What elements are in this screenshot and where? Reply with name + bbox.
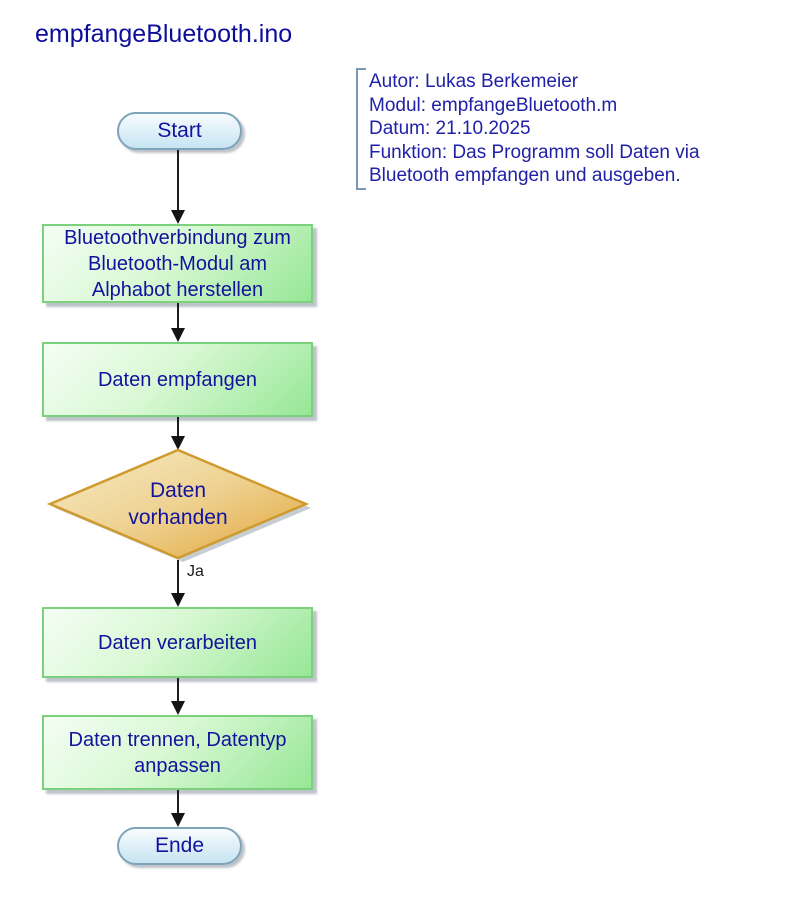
- arrow-shaft: [177, 790, 179, 814]
- end-node-label: Ende: [154, 834, 205, 857]
- process-node-label: Bluetoothverbindung zum Bluetooth-Modul am Alphabot herstellen: [64, 226, 291, 301]
- arrow-head-icon: [171, 813, 185, 827]
- decision-node-label: Daten vorhanden: [128, 479, 228, 529]
- start-node-label: Start: [157, 119, 202, 142]
- arrow-head-icon: [171, 328, 185, 342]
- flow-arrow: [171, 678, 185, 715]
- flow-arrow: [171, 790, 185, 827]
- process-node-split-data: [42, 715, 313, 790]
- process-node-process-data: [42, 607, 313, 678]
- process-node-connect-bluetooth: [42, 224, 313, 303]
- comment-line: Bluetooth empfangen und ausgeben.: [369, 165, 681, 186]
- comment-line: Autor: Lukas Berkemeier: [369, 71, 579, 92]
- arrow-head-icon: [171, 593, 185, 607]
- process-node-receive-data: [42, 342, 313, 417]
- flow-arrow: [171, 150, 185, 224]
- comment-bracket: [356, 68, 368, 190]
- end-node: [117, 827, 242, 865]
- comment-block: [369, 70, 779, 188]
- edge-label-ja: Ja: [187, 563, 204, 580]
- arrow-shaft: [177, 417, 179, 437]
- arrow-shaft: [177, 150, 179, 211]
- decision-node-data-available: [48, 450, 308, 558]
- arrow-head-icon: [171, 701, 185, 715]
- start-node: [117, 112, 242, 150]
- comment-line: Funktion: Das Programm soll Daten via: [369, 141, 700, 163]
- process-node-label: Daten verarbeiten: [98, 631, 257, 654]
- comment-line: Datum: 21.10.2025: [369, 118, 531, 139]
- arrow-shaft: [177, 303, 179, 329]
- arrow-shaft: [177, 560, 179, 594]
- flow-arrow: [171, 560, 185, 607]
- flow-arrow: [171, 417, 185, 450]
- page-title: empfangeBluetooth.ino: [35, 20, 293, 48]
- arrow-shaft: [177, 678, 179, 702]
- flow-arrow: [171, 303, 185, 342]
- arrow-head-icon: [171, 210, 185, 224]
- process-node-label: Daten trennen, Datentyp anpassen: [68, 728, 287, 777]
- comment-line: Modul: empfangeBluetooth.m: [369, 94, 618, 116]
- process-node-label: Daten empfangen: [97, 368, 257, 391]
